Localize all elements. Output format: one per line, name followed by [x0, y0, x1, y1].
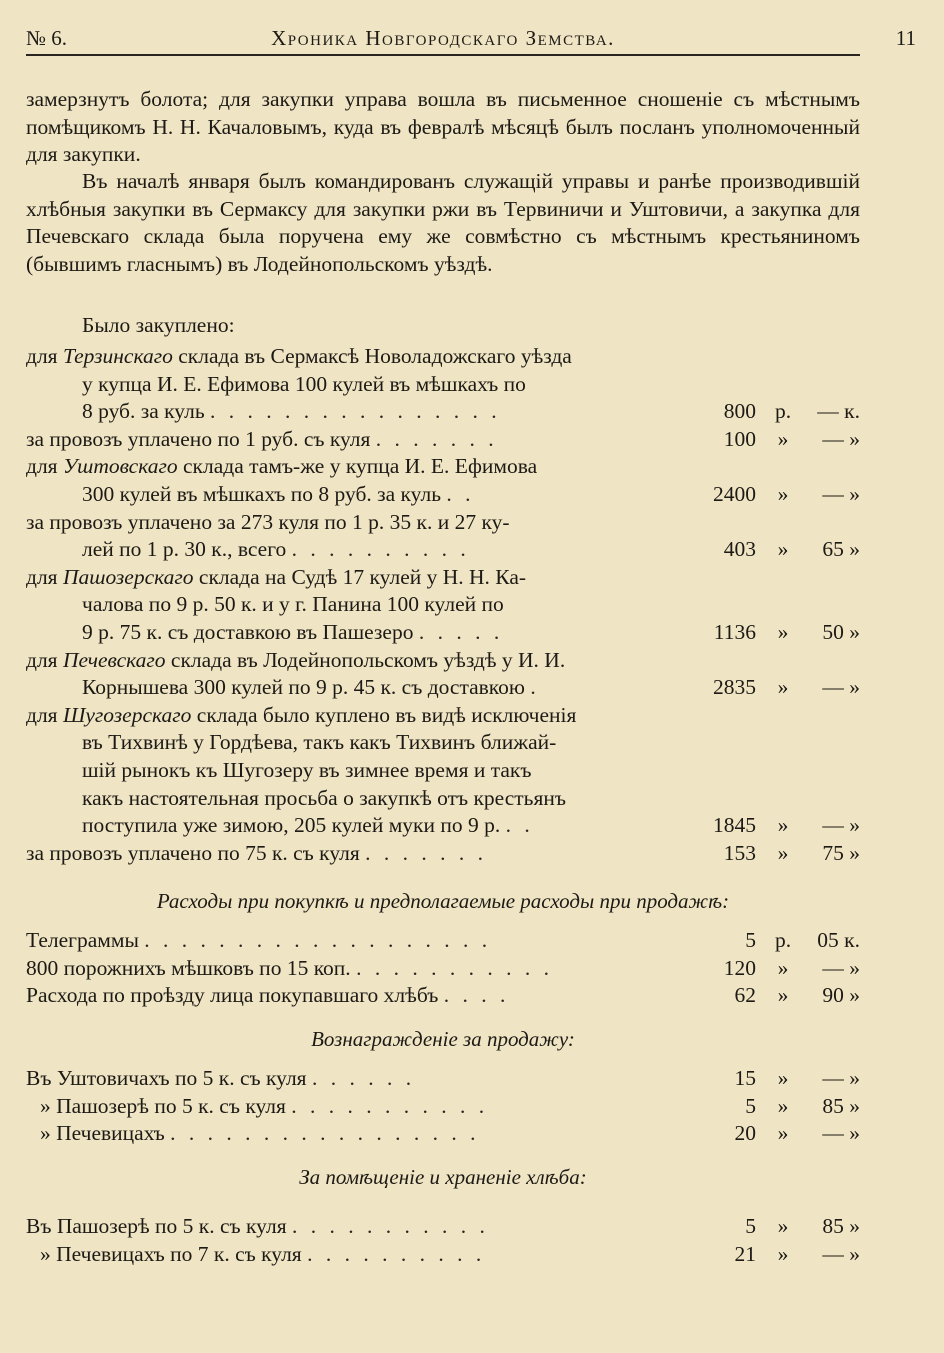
row-description: Телеграммы [26, 928, 139, 952]
warehouse-name: Печевскаго [62, 647, 166, 672]
journal-title: Хроника Новгородскаго Земства. [271, 26, 615, 50]
row-description: » Пашозерѣ по 5 к. съ куля [40, 1093, 286, 1118]
currency-mark: » [777, 481, 789, 506]
leader-dots: . . . . . . . . . . [291, 537, 470, 562]
amount-kopecks: — » [822, 955, 860, 980]
amount-kopecks: 85 » [822, 1214, 860, 1238]
ledger-row [26, 591, 860, 619]
ledger-row [26, 453, 860, 481]
purchases-list [26, 343, 860, 867]
leader-dots: . . . . . . . [365, 840, 487, 865]
ledger-row [26, 343, 860, 371]
row-description: у купца И. Е. Ефимова 100 кулей въ мѣшкахъ по [82, 371, 526, 396]
amount-rubles: 5 [745, 928, 756, 952]
row-text [40, 1093, 488, 1121]
currency-mark: » [777, 1214, 789, 1238]
amount-kopecks: 90 » [822, 983, 860, 1008]
row-prefix: для [26, 647, 63, 672]
row-prefix: для [26, 454, 63, 479]
row-description: 800 порожнихъ мѣшковъ по 15 коп. [26, 955, 351, 980]
row-text [26, 426, 498, 454]
row-description: поступила уже зимою, 205 кулей муки по 9 р. [82, 813, 501, 838]
currency-mark: » [777, 1121, 789, 1146]
row-text [26, 1213, 489, 1241]
row-text [26, 647, 565, 675]
warehouse-name: Терзинскаго [62, 344, 173, 368]
amount-rubles: 1136 [713, 619, 756, 644]
amount-rubles: 403 [723, 537, 756, 562]
ledger-row [26, 481, 860, 509]
amount-kopecks: — » [822, 1241, 860, 1266]
row-description: склада тамъ-же у купца И. Е. Ефимова [183, 454, 538, 479]
currency-mark: » [777, 1066, 789, 1090]
amount-kopecks: — » [822, 675, 860, 700]
row-text [40, 1120, 480, 1148]
ledger-row [26, 1065, 860, 1093]
leader-dots: . . . . . [418, 619, 504, 644]
row-text [26, 343, 572, 371]
row-description: склада въ Сермаксѣ Новоладожскаго уѣзда [178, 344, 572, 368]
row-description: въ Тихвинѣ у Гордѣева, такъ какъ Тихвинъ ближай- [82, 730, 557, 755]
row-text [40, 1241, 485, 1269]
row-description: » Печевицахъ по 7 к. съ куля [40, 1241, 302, 1266]
warehouse-name: Шугозерскаго [62, 702, 192, 727]
ledger-row [26, 702, 860, 730]
row-text [26, 955, 553, 983]
ledger-row [26, 536, 860, 564]
amount-rubles: 1845 [713, 813, 756, 838]
row-text [82, 729, 556, 757]
row-text [82, 785, 566, 813]
ledger-row [26, 619, 860, 647]
row-text [82, 757, 531, 785]
row-description: шій рынокъ къ Шугозеру въ зимнее время и такъ [82, 757, 532, 782]
leader-dots: . . . . . . . . . . [307, 1241, 486, 1266]
ledger-row [26, 757, 860, 785]
row-description: Корнышева 300 кулей по 9 р. 45 к. съ доставкою [82, 675, 525, 700]
ledger-row [26, 1241, 860, 1269]
row-description: 9 р. 75 к. съ доставкою въ Пашезеро [82, 619, 414, 644]
row-description: за провозъ уплачено по 75 к. съ куля [26, 840, 360, 865]
amount-rubles: 120 [723, 955, 756, 980]
leader-dots: . . [446, 481, 475, 506]
row-text [26, 1065, 415, 1093]
amount-kopecks: 50 » [822, 619, 860, 644]
page-number: 11 [895, 26, 916, 50]
row-prefix: для [26, 344, 63, 368]
amount-rubles: 15 [734, 1066, 756, 1090]
row-text [26, 927, 491, 955]
currency-mark: » [777, 1093, 789, 1118]
section-heading: Вознагражденіе за продажу: [311, 1027, 575, 1051]
row-description: за провозъ уплачено по 1 руб. съ куля [26, 426, 371, 451]
warehouse-name: Пашозерскаго [62, 564, 194, 589]
ledger-row [26, 1093, 860, 1121]
ledger-row [26, 840, 860, 868]
row-text [26, 509, 510, 537]
amount-kopecks: 05 к. [817, 928, 860, 952]
amount-kopecks: 65 » [822, 537, 860, 562]
leader-dots: . . . . [443, 983, 510, 1008]
leader-dots: . . . . . . [311, 1066, 416, 1090]
ledger-row [26, 674, 860, 702]
amount-rubles: 2400 [713, 481, 756, 506]
row-description: склада въ Лодейнопольскомъ уѣздѣ у И. И. [170, 647, 566, 672]
paragraph: Въ началѣ января былъ командированъ служащій управы и ранѣе производившій хлѣбныя закупки въ Сермаксу для закупки ржи въ Тервиничи и Уштовичи, а закупка для Печевскаго склада была поручена ему же совмѣстно съ мѣстнымъ крестьяниномъ (бывшимъ гласнымъ) въ Лодейнопольскомъ уѣздѣ. [26, 169, 860, 276]
row-text [82, 674, 540, 702]
amount-kopecks: — к. [817, 399, 860, 424]
currency-mark: » [777, 813, 789, 838]
row-text [26, 840, 487, 868]
row-text [82, 398, 501, 426]
section-heading: За помѣщеніе и храненіе хлѣба: [299, 1165, 587, 1189]
warehouse-name: Уштовскаго [62, 454, 178, 479]
currency-mark: » [777, 840, 789, 865]
amount-rubles: 5 [745, 1093, 756, 1118]
row-prefix: для [26, 702, 63, 727]
row-description: склада было куплено въ видѣ исключенія [196, 702, 577, 727]
row-description: 300 кулей въ мѣшкахъ по 8 руб. за куль [82, 481, 442, 506]
ledger-row [26, 927, 860, 955]
ledger-row [26, 398, 860, 426]
currency-mark: » [777, 426, 789, 451]
amount-kopecks: — » [822, 813, 860, 838]
expenses-list [26, 927, 860, 1010]
row-description: Въ Уштовичахъ по 5 к. съ куля [26, 1066, 307, 1090]
leader-dots: . . . . . . . . . . . . . . . . . [170, 1121, 480, 1146]
ledger-row [26, 785, 860, 813]
currency-mark: » [777, 955, 789, 980]
ledger-row [26, 564, 860, 592]
leader-dots: . . . . . . . . . . . . . . . . . . . [144, 928, 492, 952]
amount-kopecks: 75 » [822, 840, 860, 865]
row-description: Въ Пашозерѣ по 5 к. съ куля [26, 1214, 287, 1238]
ledger-row [26, 1213, 860, 1241]
leader-dots: . . . . . . . . . . . [291, 1093, 489, 1118]
amount-kopecks: — » [822, 481, 860, 506]
storage-list [26, 1213, 860, 1268]
amount-rubles: 62 [734, 983, 756, 1008]
ledger-row [26, 1120, 860, 1148]
purchases-intro: Было закуплено: [82, 313, 235, 337]
paragraph: замерзнутъ болота; для закупки управа вошла въ письменное сношеніе съ мѣстнымъ помѣщикомъ Н. Н. Качаловымъ, куда въ февралѣ мѣсяцѣ былъ посланъ уполномоченный для закупки. [26, 87, 860, 166]
row-description: Расхода по проѣзду лица покупавшаго хлѣбъ [26, 983, 439, 1008]
leader-dots: . . [505, 813, 534, 838]
ledger-row [26, 729, 860, 757]
currency-mark: р. [774, 399, 792, 424]
row-text [26, 564, 526, 592]
ledger-row [26, 982, 860, 1010]
row-text [82, 619, 503, 647]
currency-mark: » [777, 1241, 789, 1266]
ledger-row [26, 812, 860, 840]
page-header [26, 24, 916, 56]
row-description: какъ настоятельная просьба о закупкѣ отъ крестьянъ [82, 785, 567, 810]
currency-mark: р. [774, 928, 792, 952]
row-text [26, 453, 537, 481]
row-description: 8 руб. за куль [82, 399, 205, 424]
ledger-row [26, 371, 860, 399]
amount-rubles: 20 [734, 1121, 756, 1146]
ledger-row [26, 426, 860, 454]
row-text [26, 982, 509, 1010]
amount-rubles: 5 [745, 1214, 756, 1238]
amount-rubles: 2835 [713, 675, 756, 700]
ledger-row [26, 509, 860, 537]
row-text [82, 371, 526, 399]
issue-number: № 6. [26, 26, 68, 50]
row-text [82, 481, 475, 509]
ledger-row [26, 955, 860, 983]
row-text [82, 591, 504, 619]
leader-dots: . . . . . . . . . . . [291, 1214, 489, 1238]
currency-mark: » [777, 983, 789, 1008]
section-heading: Расходы при покупкѣ и предполагаемые расходы при продажѣ: [156, 889, 730, 913]
leader-dots: . . . . . . . . . . . [356, 955, 553, 980]
amount-kopecks: — » [822, 1121, 860, 1146]
amount-kopecks: — » [822, 426, 860, 451]
row-text [82, 812, 534, 840]
row-description: » Печевицахъ [40, 1121, 165, 1146]
row-description: чалова по 9 р. 50 к. и у г. Панина 100 кулей по [82, 592, 504, 617]
row-text [82, 536, 470, 564]
row-description: за провозъ уплачено за 273 куля по 1 р. 35 к. и 27 ку- [26, 509, 510, 534]
row-description: лей по 1 р. 30 к., всего [82, 537, 287, 562]
row-text [26, 702, 576, 730]
amount-kopecks: 85 » [822, 1093, 860, 1118]
amount-rubles: 153 [723, 840, 756, 865]
row-prefix: для [26, 564, 63, 589]
reward-list [26, 1065, 860, 1148]
amount-rubles: 21 [734, 1241, 756, 1266]
ledger-row [26, 647, 860, 675]
leader-dots: . [530, 675, 540, 700]
amount-rubles: 100 [723, 426, 756, 451]
amount-rubles: 800 [723, 399, 756, 424]
amount-kopecks: — » [822, 1066, 860, 1090]
currency-mark: » [777, 675, 789, 700]
currency-mark: » [777, 537, 789, 562]
leader-dots: . . . . . . . . . . . . . . . . [210, 399, 501, 424]
leader-dots: . . . . . . . [375, 426, 498, 451]
row-description: склада на Судѣ 17 кулей у Н. Н. Ка- [198, 564, 527, 589]
currency-mark: » [777, 619, 789, 644]
